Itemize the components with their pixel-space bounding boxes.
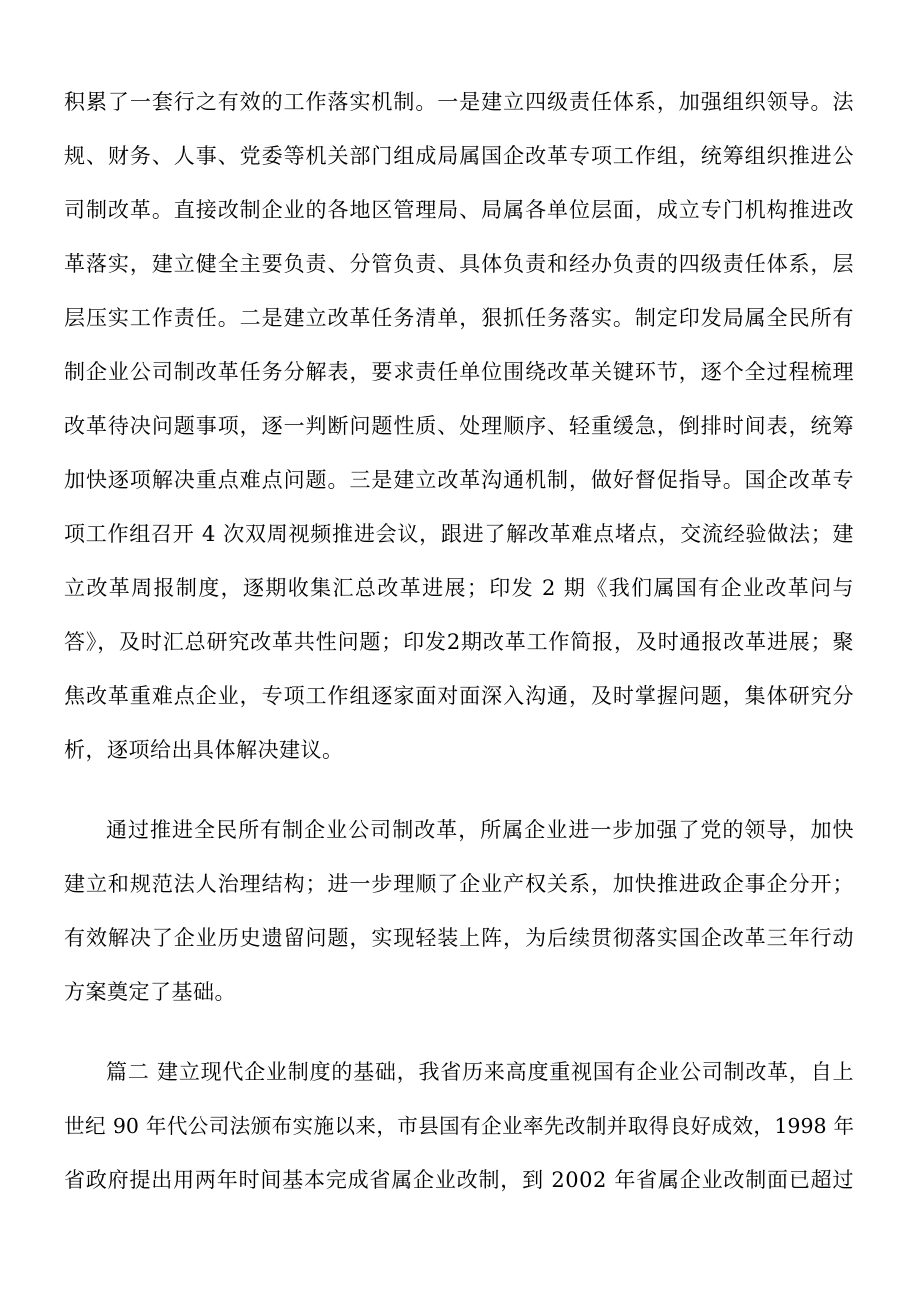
- text-line: 制企业公司制改革任务分解表，要求责任单位围绕改革关键环节，逐个全过程梳理: [64, 360, 854, 384]
- text-line: 加快逐项解决重点难点问题。三是建立改革沟通机制，做好督促指导。国企改革专: [64, 468, 854, 492]
- text-line: 规、财务、人事、党委等机关部门组成局属国企改革专项工作组，统筹组织推进公: [64, 144, 854, 168]
- text-line: 司制改革。直接改制企业的各地区管理局、局属各单位层面，成立专门机构推进改: [64, 198, 854, 222]
- text-line: 项工作组召开 4 次双周视频推进会议，跟进了解改革难点堵点，交流经验做法；建: [64, 522, 854, 546]
- text-line: 通过推进全民所有制企业公司制改革，所属企业进一步加强了党的领导，加快: [106, 818, 854, 842]
- text-line: 有效解决了企业历史遗留问题，实现轻装上阵，为后续贯彻落实国企改革三年行动: [64, 926, 854, 950]
- text-line: 省政府提出用两年时间基本完成省属企业改制，到 2002 年省属企业改制面已超过: [64, 1168, 854, 1192]
- text-line: 方案奠定了基础。: [64, 980, 236, 1004]
- text-line: 积累了一套行之有效的工作落实机制。一是建立四级责任体系，加强组织领导。法: [64, 90, 854, 114]
- text-line: 改革待决问题事项，逐一判断问题性质、处理顺序、轻重缓急，倒排时间表，统筹: [64, 414, 854, 438]
- text-line: 焦改革重难点企业，专项工作组逐家面对面深入沟通，及时掌握问题，集体研究分: [64, 684, 854, 708]
- text-line: 答》，及时汇总研究改革共性问题；印发2期改革工作简报，及时通报改革进展；聚: [64, 630, 854, 654]
- text-line: 世纪 90 年代公司法颁布实施以来，市县国有企业率先改制并取得良好成效，1998 年: [64, 1114, 854, 1138]
- text-line: 析，逐项给出具体解决建议。: [64, 738, 344, 762]
- text-line: 层压实工作责任。二是建立改革任务清单，狠抓任务落实。制定印发局属全民所有: [64, 306, 854, 330]
- text-line: 篇二 建立现代企业制度的基础，我省历来高度重视国有企业公司制改革，自上: [106, 1060, 854, 1084]
- text-line: 立改革周报制度，逐期收集汇总改革进展；印发 2 期《我们属国有企业改革问与: [64, 576, 854, 600]
- text-line: 建立和规范法人治理结构；进一步理顺了企业产权关系，加快推进政企事企分开；: [64, 872, 854, 896]
- text-line: 革落实，建立健全主要负责、分管负责、具体负责和经办负责的四级责任体系，层: [64, 252, 854, 276]
